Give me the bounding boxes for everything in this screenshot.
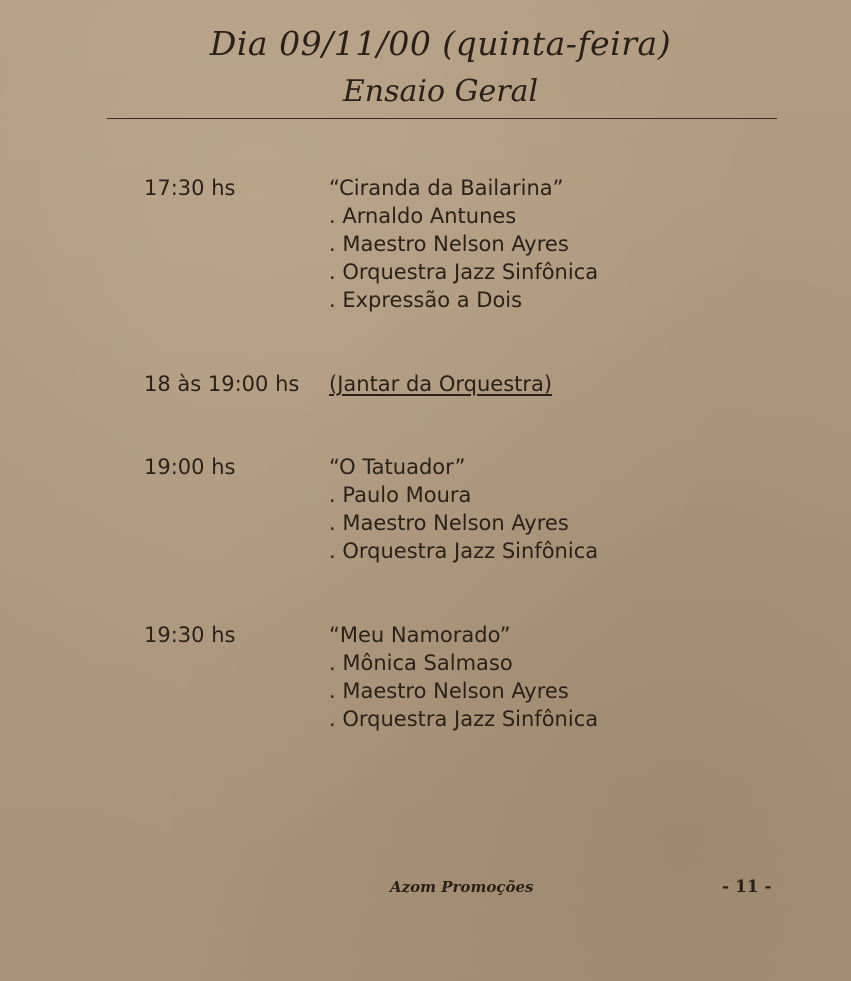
page-number: - 11 - [722, 877, 772, 897]
footer-company: Azom Promoções [390, 878, 534, 896]
schedule-time-4: 19:30 hs [144, 623, 236, 647]
performer-line: . Maestro Nelson Ayres [329, 511, 569, 535]
performer-line: . Expressão a Dois [329, 288, 523, 312]
schedule-entry-4 [329, 621, 598, 733]
performer-line: . Orquestra Jazz Sinfônica [329, 707, 599, 731]
performer-line: . Orquestra Jazz Sinfônica [329, 539, 599, 563]
schedule-entry-1 [329, 174, 598, 314]
entry-title: “O Tatuador” [329, 455, 466, 479]
schedule-time-2: 18 às 19:00 hs [144, 372, 300, 396]
performer-line: . Paulo Moura [329, 483, 472, 507]
rehearsal-subtitle: Ensaio Geral [342, 74, 539, 109]
performer-line: . Orquestra Jazz Sinfônica [329, 260, 599, 284]
date-heading: Dia 09/11/00 (quinta-feira) [209, 24, 672, 63]
performer-line: . Maestro Nelson Ayres [329, 679, 569, 703]
schedule-time-3: 19:00 hs [144, 455, 236, 479]
dinner-break: (Jantar da Orquestra) [329, 372, 553, 396]
entry-title: “Meu Namorado” [329, 623, 511, 647]
entry-title: “Ciranda da Bailarina” [329, 176, 564, 200]
performer-line: . Maestro Nelson Ayres [329, 232, 569, 256]
performer-line: . Arnaldo Antunes [329, 204, 517, 228]
schedule-time-1: 17:30 hs [144, 176, 236, 200]
schedule-entry-3 [329, 453, 598, 565]
performer-line: . Mônica Salmaso [329, 651, 513, 675]
heading-rule [107, 118, 777, 119]
